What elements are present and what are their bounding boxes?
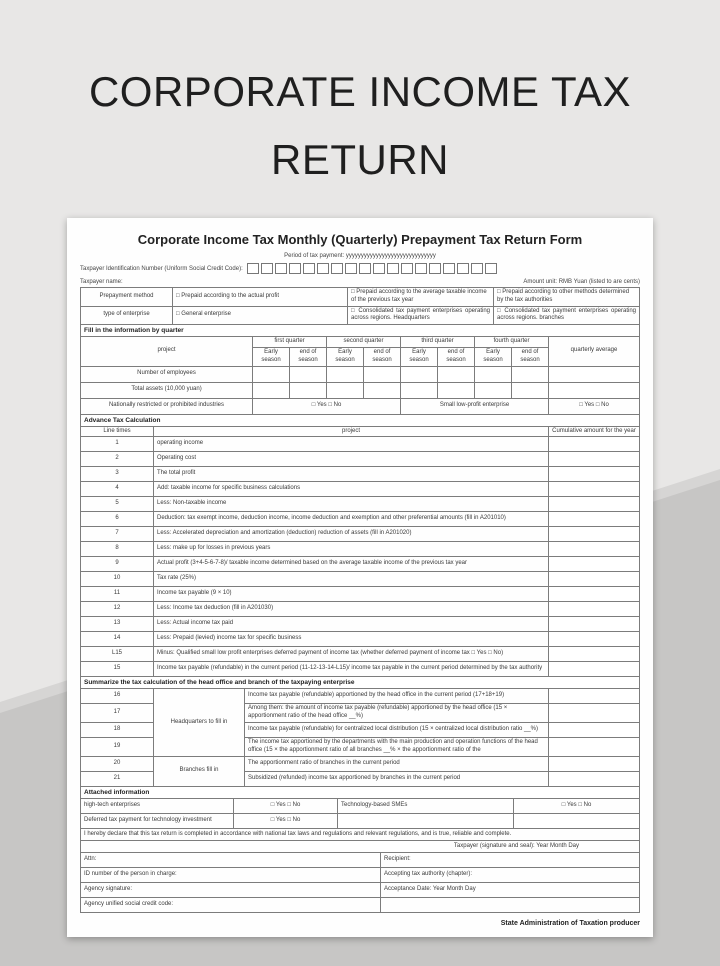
- tin-input-boxes[interactable]: [247, 263, 499, 274]
- line-amount-cell[interactable]: [549, 662, 640, 677]
- line-times-header: Line times: [81, 426, 154, 437]
- advance-row: [81, 647, 640, 662]
- tin-box[interactable]: [289, 263, 301, 274]
- tin-box[interactable]: [275, 263, 287, 274]
- attached-row-1: [81, 798, 640, 813]
- line-project-text: Among them: the amount of income tax payable (refundable) apportioned by the head office (15 × apportionment ratio of the head office __%): [245, 704, 549, 723]
- line-project-text: operating income: [154, 437, 549, 452]
- line-amount-cell[interactable]: [549, 572, 640, 587]
- tin-box[interactable]: [429, 263, 441, 274]
- tin-box[interactable]: [303, 263, 315, 274]
- employees-q2-end-cell[interactable]: [364, 366, 401, 382]
- employees-average-cell[interactable]: [549, 366, 640, 382]
- q4-end-season-header: end of season: [512, 347, 549, 366]
- employees-row: [81, 366, 640, 382]
- line-project-text: Less: Accelerated depreciation and amortization (deduction) reduction of assets (fill in A201020): [154, 527, 549, 542]
- assets-q2-early-cell[interactable]: [327, 382, 364, 398]
- advance-row: [81, 632, 640, 647]
- fourth-quarter-header: fourth quarter: [475, 337, 549, 348]
- assets-q1-early-cell[interactable]: [253, 382, 290, 398]
- q2-end-season-header: end of season: [364, 347, 401, 366]
- line-amount-cell[interactable]: [549, 737, 640, 756]
- footer-row-2: [81, 867, 640, 882]
- footer-row-4: [81, 897, 640, 912]
- line-project-text: Add: taxable income for specific business calculations: [154, 482, 549, 497]
- form-title: Corporate Income Tax Monthly (Quarterly) Prepayment Tax Return Form: [137, 232, 583, 247]
- acceptance-date-label: Acceptance Date: Year Month Day: [381, 882, 640, 897]
- attached-info-table: [80, 798, 640, 829]
- high-tech-label: high-tech enterprises: [81, 798, 234, 813]
- line-amount-cell[interactable]: [549, 647, 640, 662]
- line-number: 14: [81, 632, 154, 647]
- line-number: 8: [81, 542, 154, 557]
- tin-box[interactable]: [261, 263, 273, 274]
- summary-row-20: [81, 756, 640, 771]
- line-number: 16: [81, 689, 154, 704]
- third-quarter-header: third quarter: [401, 337, 475, 348]
- summary-table: [80, 688, 640, 786]
- advance-row: [81, 512, 640, 527]
- advance-row: [81, 557, 640, 572]
- line-number: 12: [81, 602, 154, 617]
- restricted-industries-label: Nationally restricted or prohibited industries: [81, 398, 253, 414]
- id-number-label: ID number of the person in charge:: [81, 867, 381, 882]
- employees-q3-end-cell[interactable]: [438, 366, 475, 382]
- assets-average-cell[interactable]: [549, 382, 640, 398]
- advance-row: [81, 617, 640, 632]
- restricted-industries-yesno[interactable]: □ Yes □ No: [253, 398, 401, 414]
- employees-q4-end-cell[interactable]: [512, 366, 549, 382]
- tin-box[interactable]: [401, 263, 413, 274]
- total-assets-label: Total assets (10,000 yuan): [81, 382, 253, 398]
- line-number: 6: [81, 512, 154, 527]
- attached-empty-cell: [338, 813, 514, 828]
- tin-box[interactable]: [345, 263, 357, 274]
- line-number: 17: [81, 704, 154, 723]
- checkbox-consolidated-branches[interactable]: □ Consolidated tax payment enterprises operating across regions. branches: [494, 306, 640, 325]
- line-number: 2: [81, 452, 154, 467]
- tin-box[interactable]: [387, 263, 399, 274]
- agency-credit-code-label: Agency unified social credit code:: [81, 897, 381, 912]
- small-low-profit-label: Small low-profit enterprise: [401, 398, 549, 414]
- tin-row: [80, 263, 640, 274]
- line-number: 21: [81, 771, 154, 786]
- agency-signature-label: Agency signature:: [81, 882, 381, 897]
- assets-q3-early-cell[interactable]: [401, 382, 438, 398]
- attached-empty-cell: [514, 813, 640, 828]
- line-number: 1: [81, 437, 154, 452]
- line-project-text: Subsidized (refunded) income tax apportioned by branches in the current period: [245, 771, 549, 786]
- footer-row-1: [81, 852, 640, 867]
- headquarters-fill-label: Headquarters to fill in: [154, 689, 245, 756]
- assets-q4-early-cell[interactable]: [475, 382, 512, 398]
- tin-box[interactable]: [485, 263, 497, 274]
- tin-box[interactable]: [247, 263, 259, 274]
- deferred-tax-label: Deferred tax payment for technology investment: [81, 813, 234, 828]
- line-amount-cell[interactable]: [549, 512, 640, 527]
- tin-box[interactable]: [359, 263, 371, 274]
- line-project-text: The total profit: [154, 467, 549, 482]
- advance-row: [81, 587, 640, 602]
- restricted-industries-row: [81, 398, 640, 414]
- advance-row: [81, 437, 640, 452]
- taxpayer-signature-line: Taxpayer (signature and seal): Year Month Day: [80, 840, 640, 853]
- advance-header-row: [81, 426, 640, 437]
- checkbox-average-taxable-income[interactable]: □ Prepaid according to the average taxable income of the previous tax year: [348, 288, 494, 307]
- tech-smes-yesno[interactable]: □ Yes □ No: [514, 798, 640, 813]
- line-amount-cell[interactable]: [549, 617, 640, 632]
- employees-q4-early-cell[interactable]: [475, 366, 512, 382]
- tin-box[interactable]: [471, 263, 483, 274]
- tin-box[interactable]: [443, 263, 455, 274]
- line-number: 4: [81, 482, 154, 497]
- enterprise-type-row: [81, 306, 640, 325]
- recipient-label: Recipient:: [381, 852, 640, 867]
- prepayment-method-row: [81, 288, 640, 307]
- line-project-text: Minus: Qualified small low profit enterprises deferred payment of income tax (whether deferred payment of income tax □ Yes □ No): [154, 647, 549, 662]
- q1-end-season-header: end of season: [290, 347, 327, 366]
- line-project-text: Tax rate (25%): [154, 572, 549, 587]
- line-project-text: Income tax payable (9 × 10): [154, 587, 549, 602]
- line-amount-cell[interactable]: [549, 771, 640, 786]
- checkbox-actual-profit[interactable]: □ Prepaid according to the actual profit: [173, 288, 348, 307]
- line-amount-cell[interactable]: [549, 452, 640, 467]
- line-project-text: Less: make up for losses in previous years: [154, 542, 549, 557]
- line-amount-cell[interactable]: [549, 437, 640, 452]
- branches-fill-label: Branches fill in: [154, 756, 245, 786]
- line-amount-cell[interactable]: [549, 632, 640, 647]
- tin-label: Taxpayer Identification Number (Uniform Social Credit Code):: [80, 265, 243, 272]
- section-advance-tax: Advance Tax Calculation: [80, 414, 640, 427]
- deferred-tax-yesno[interactable]: □ Yes □ No: [234, 813, 338, 828]
- tech-smes-label: Technology-based SMEs: [338, 798, 514, 813]
- advance-row: [81, 542, 640, 557]
- section-attached-information: Attached information: [80, 786, 640, 799]
- summary-row-16: [81, 689, 640, 704]
- line-number: 19: [81, 737, 154, 756]
- line-project-text: Less: Non-taxable income: [154, 497, 549, 512]
- advance-row: [81, 467, 640, 482]
- tin-box[interactable]: [457, 263, 469, 274]
- quarterly-average-header: quarterly average: [549, 337, 640, 366]
- footer-row-3: [81, 882, 640, 897]
- employees-q1-end-cell[interactable]: [290, 366, 327, 382]
- line-project-text: Operating cost: [154, 452, 549, 467]
- advance-row: [81, 602, 640, 617]
- checkbox-consolidated-headquarters[interactable]: □ Consolidated tax payment enterprises operating across regions. Headquarters: [348, 306, 494, 325]
- line-amount-cell[interactable]: [549, 527, 640, 542]
- checkbox-general-enterprise[interactable]: □ General enterprise: [173, 306, 348, 325]
- q2-early-season-header: Early season: [327, 347, 364, 366]
- first-quarter-header: first quarter: [253, 337, 327, 348]
- line-amount-cell[interactable]: [549, 542, 640, 557]
- advance-row: [81, 482, 640, 497]
- employees-q1-early-cell[interactable]: [253, 366, 290, 382]
- high-tech-yesno[interactable]: □ Yes □ No: [234, 798, 338, 813]
- assets-q2-end-cell[interactable]: [364, 382, 401, 398]
- employees-label: Number of employees: [81, 366, 253, 382]
- advance-project-header: project: [154, 426, 549, 437]
- prepayment-method-table: [80, 287, 640, 325]
- line-amount-cell[interactable]: [549, 689, 640, 704]
- footer-empty-cell: [381, 897, 640, 912]
- line-amount-cell[interactable]: [549, 602, 640, 617]
- second-quarter-header: second quarter: [327, 337, 401, 348]
- tin-box[interactable]: [317, 263, 329, 274]
- line-project-text: Deduction: tax exempt income, deduction income, income deduction and exemption and other preferential amounts (fill in A201010): [154, 512, 549, 527]
- section-summarize-head-office: Summarize the tax calculation of the head office and branch of the taxpaying enterprise: [80, 676, 640, 689]
- line-number: 10: [81, 572, 154, 587]
- advance-row: [81, 527, 640, 542]
- tin-box[interactable]: [373, 263, 385, 274]
- declaration-text: I hereby declare that this tax return is completed in accordance with national tax laws and regulations and relevant regulations, and is true, reliable and complete.: [80, 828, 640, 841]
- tin-box[interactable]: [415, 263, 427, 274]
- line-amount-cell[interactable]: [549, 482, 640, 497]
- checkbox-other-methods[interactable]: □ Prepaid according to other methods determined by the tax authorities: [494, 288, 640, 307]
- line-amount-cell[interactable]: [549, 587, 640, 602]
- footer-table: [80, 852, 640, 913]
- line-amount-cell[interactable]: [549, 497, 640, 512]
- line-amount-cell[interactable]: [549, 756, 640, 771]
- q3-early-season-header: Early season: [401, 347, 438, 366]
- advance-row: [81, 452, 640, 467]
- line-number: 7: [81, 527, 154, 542]
- prepayment-method-label: Prepayment method: [81, 288, 173, 307]
- line-project-text: The income tax apportioned by the departments with the main production and operation functions of the head office (15 × the apportionment ratio of all branches __% × the apportionment ratio of the: [245, 737, 549, 756]
- quarter-project-header: project: [81, 337, 253, 366]
- advance-row: [81, 497, 640, 512]
- q3-end-season-header: end of season: [438, 347, 475, 366]
- line-number: L15: [81, 647, 154, 662]
- line-number: 5: [81, 497, 154, 512]
- line-project-text: The apportionment ratio of branches in the current period: [245, 756, 549, 771]
- page-title-line1: CORPORATE INCOME TAX: [88, 68, 632, 115]
- page-title-line2: RETURN: [271, 136, 449, 184]
- line-amount-cell[interactable]: [549, 722, 640, 737]
- cumulative-amount-header: Cumulative amount for the year: [549, 426, 640, 437]
- line-amount-cell[interactable]: [549, 704, 640, 723]
- line-number: 20: [81, 756, 154, 771]
- assets-q1-end-cell[interactable]: [290, 382, 327, 398]
- line-number: 13: [81, 617, 154, 632]
- attn-label: Attn:: [81, 852, 381, 867]
- advance-tax-table: [80, 426, 640, 678]
- q4-early-season-header: Early season: [475, 347, 512, 366]
- line-project-text: Income tax payable (refundable) for centralized local distribution (15 × centralized local distribution ratio __%): [245, 722, 549, 737]
- line-project-text: Income tax payable (refundable) in the current period (11-12-13-14-L15)/ income tax payable in the current period determined by the tax authority: [154, 662, 549, 677]
- quarter-header-row: [81, 337, 640, 348]
- line-number: 11: [81, 587, 154, 602]
- line-number: 15: [81, 662, 154, 677]
- line-amount-cell[interactable]: [549, 467, 640, 482]
- line-project-text: Actual profit (3+4-5-6-7-8)/ taxable income determined based on the average taxable income of the previous tax year: [154, 557, 549, 572]
- advance-row: [81, 572, 640, 587]
- line-number: 9: [81, 557, 154, 572]
- period-of-tax-payment: Period of tax payment: yyyyyyyyyyyyyyyyyyyyyyyyyyyyyy: [284, 253, 436, 259]
- quarter-info-table: [80, 336, 640, 414]
- employees-q3-early-cell[interactable]: [401, 366, 438, 382]
- line-project-text: Less: Prepaid (levied) income tax for specific business: [154, 632, 549, 647]
- taxpayer-name-row: [80, 279, 640, 285]
- line-number: 3: [81, 467, 154, 482]
- q1-early-season-header: Early season: [253, 347, 290, 366]
- tin-box[interactable]: [331, 263, 343, 274]
- small-low-profit-yesno[interactable]: □ Yes □ No: [549, 398, 640, 414]
- section-fill-by-quarter: Fill in the information by quarter: [80, 324, 640, 337]
- attached-row-2: [81, 813, 640, 828]
- page-title: [0, 58, 720, 194]
- advance-row: [81, 662, 640, 677]
- producer-credit: State Administration of Taxation producer: [500, 919, 640, 927]
- line-project-text: Less: Income tax deduction (fill in A201030): [154, 602, 549, 617]
- line-project-text: Income tax payable (refundable) apportioned by the head office in the current period (17+18+19): [245, 689, 549, 704]
- accepting-authority-label: Accepting tax authority (chapter):: [381, 867, 640, 882]
- assets-q3-end-cell[interactable]: [438, 382, 475, 398]
- line-project-text: Less: Actual income tax paid: [154, 617, 549, 632]
- taxpayer-name-label: Taxpayer name:: [80, 279, 123, 285]
- employees-q2-early-cell[interactable]: [327, 366, 364, 382]
- line-number: 18: [81, 722, 154, 737]
- amount-unit-label: Amount unit: RMB Yuan (listed to are cents): [523, 279, 640, 285]
- enterprise-type-label: type of enterprise: [81, 306, 173, 325]
- tax-form-sheet: [67, 218, 653, 937]
- total-assets-row: [81, 382, 640, 398]
- assets-q4-end-cell[interactable]: [512, 382, 549, 398]
- line-amount-cell[interactable]: [549, 557, 640, 572]
